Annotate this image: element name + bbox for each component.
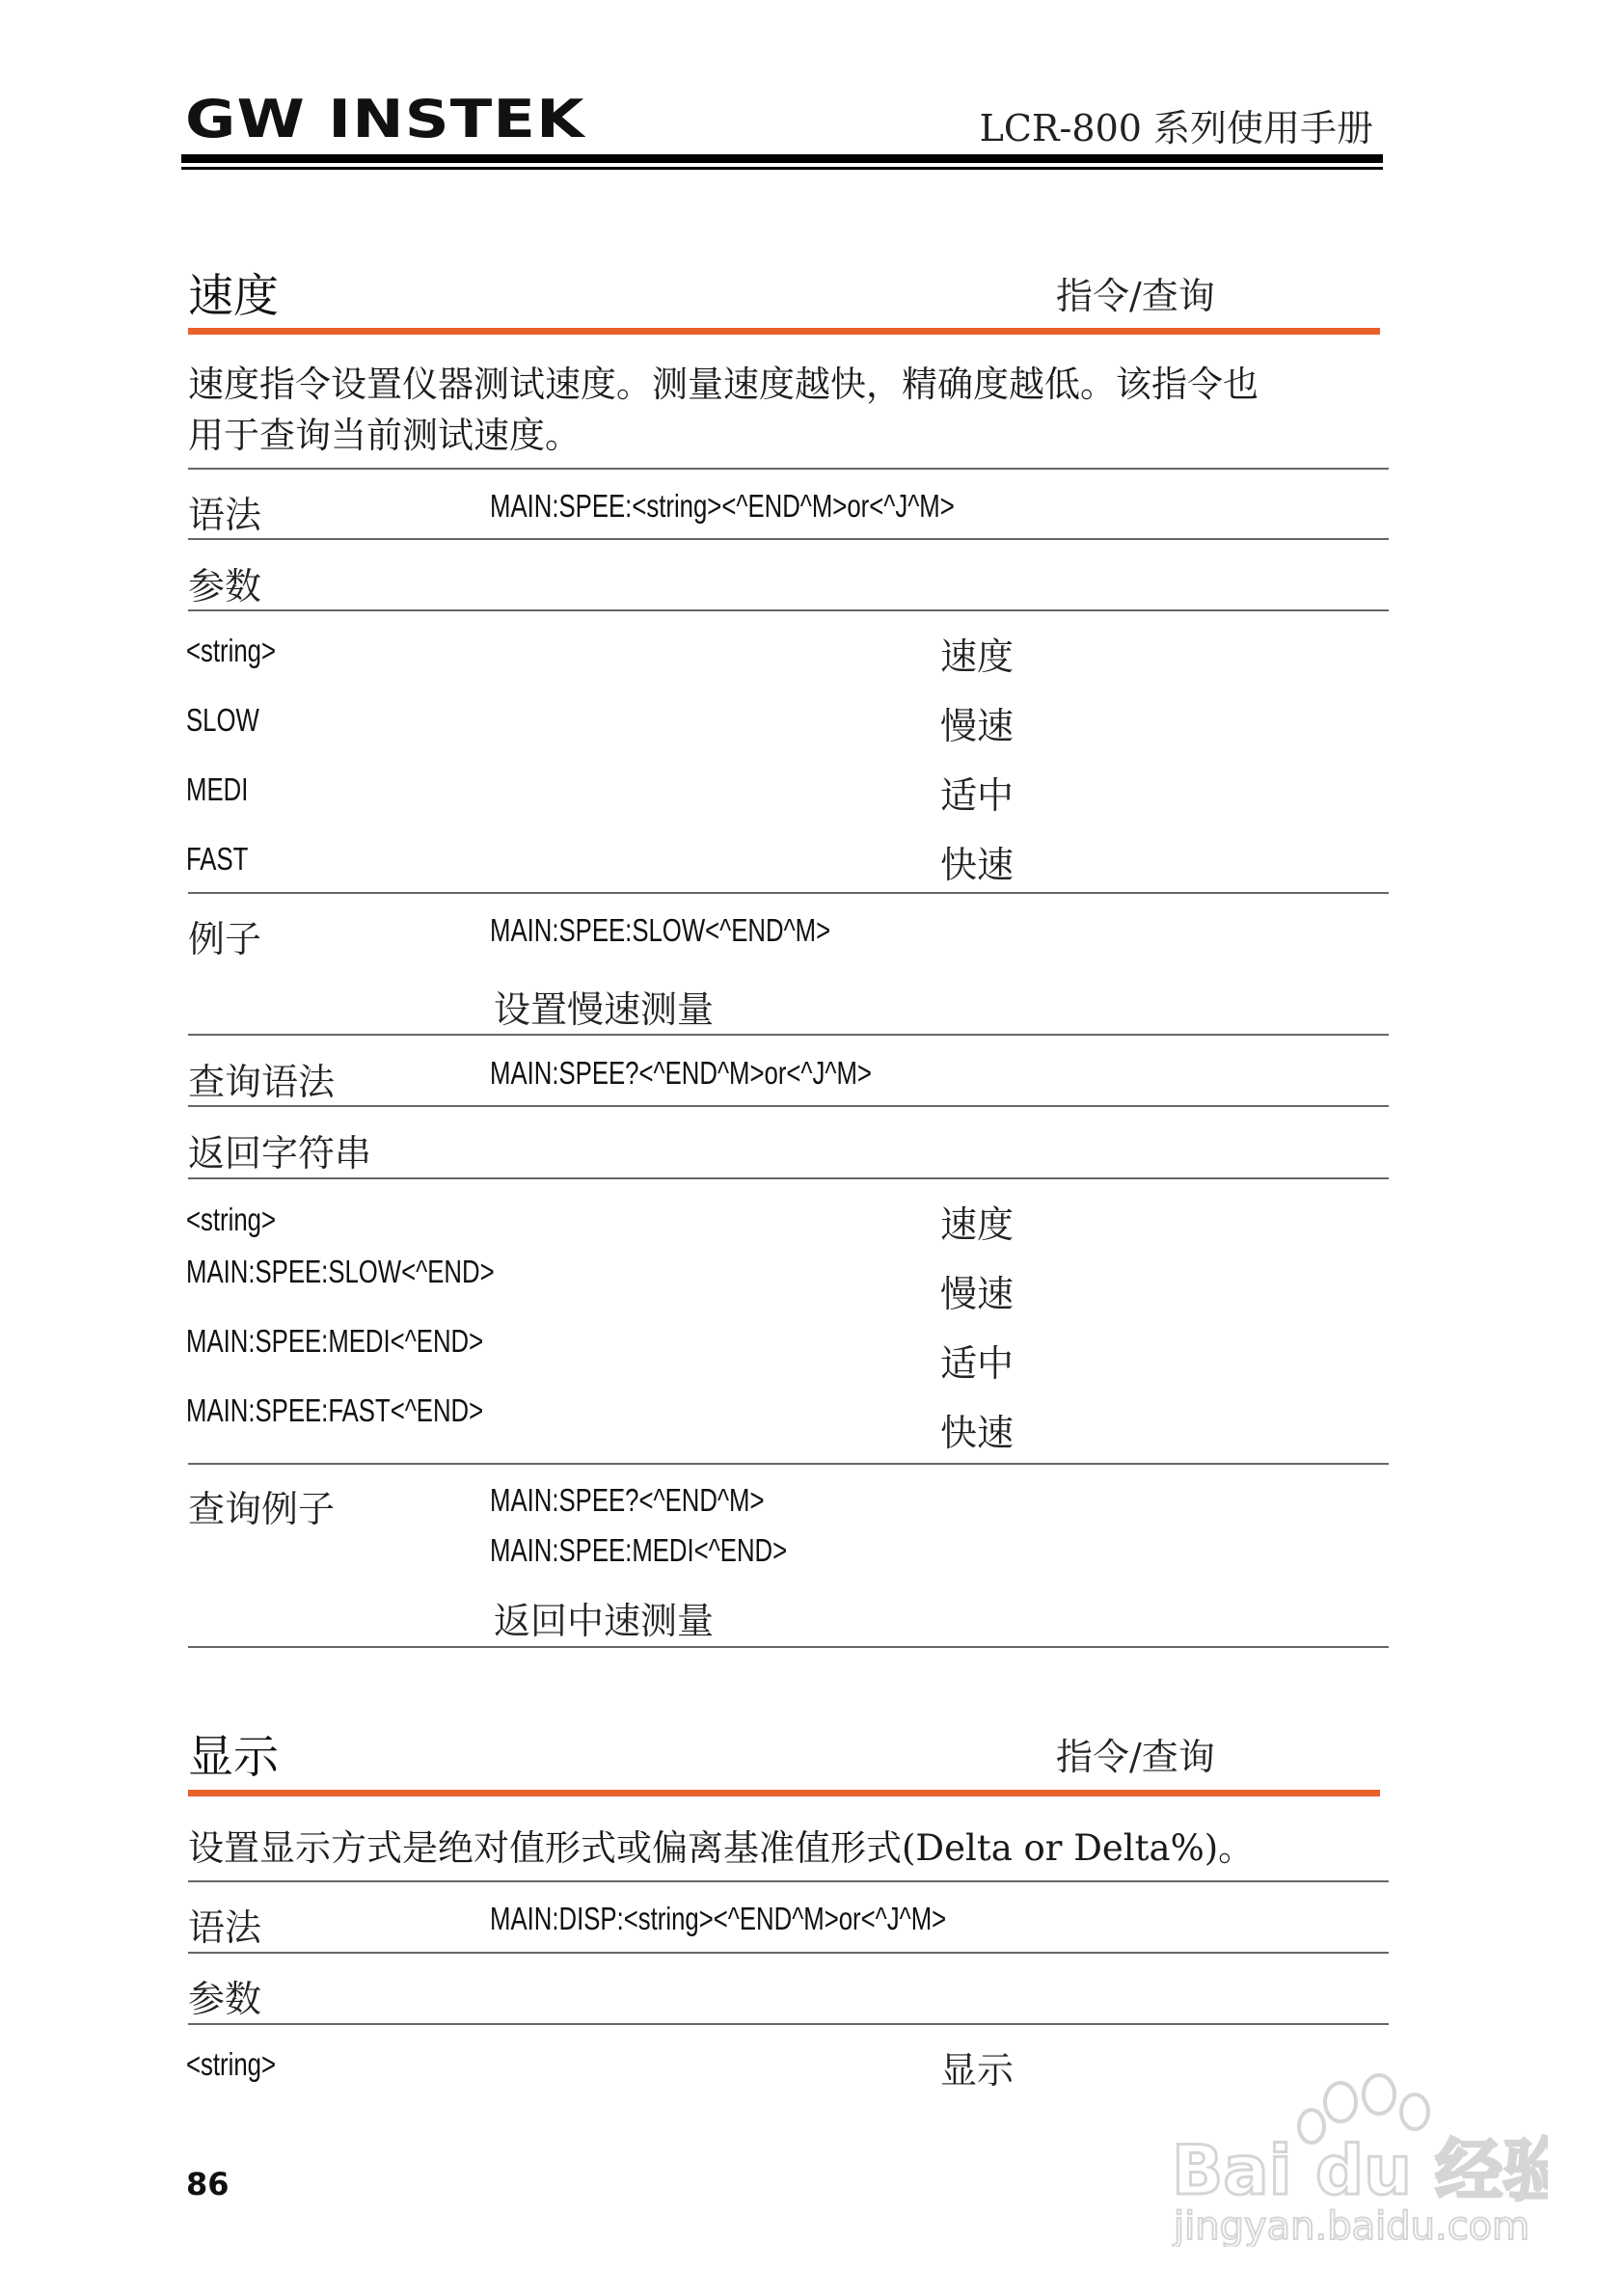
- speed-query-example-command-2: MAIN:SPEE:MEDI<^END>: [490, 1532, 788, 1568]
- speed-section-title: 速度: [188, 270, 279, 323]
- speed-param-header-code: <string>: [186, 633, 277, 668]
- speed-param-code: MEDI: [186, 771, 249, 807]
- page-number: 86: [186, 2166, 230, 2202]
- speed-param-code: FAST: [186, 841, 249, 877]
- speed-query-syntax: MAIN:SPEE?<^END^M>or<^J^M>: [490, 1055, 872, 1091]
- header-rule-thin: [181, 167, 1383, 170]
- speed-return-meaning: 慢速: [940, 1273, 1015, 1315]
- display-section-title: 显示: [188, 1731, 279, 1784]
- speed-param-meaning: 适中: [940, 774, 1015, 817]
- display-param-header-code: <string>: [186, 2046, 277, 2082]
- speed-return-code: MAIN:SPEE:MEDI<^END>: [186, 1323, 484, 1359]
- speed-section-kind: 指令/查询: [1056, 275, 1215, 317]
- speed-param-meaning: 慢速: [940, 705, 1015, 747]
- divider: [188, 1177, 1389, 1179]
- speed-return-code: MAIN:SPEE:SLOW<^END>: [186, 1254, 495, 1289]
- speed-query-example-command-1: MAIN:SPEE?<^END^M>: [490, 1482, 765, 1518]
- speed-params-label: 参数: [188, 565, 262, 608]
- display-syntax: MAIN:DISP:<string><^END^M>or<^J^M>: [490, 1901, 947, 1936]
- watermark-brand: Bai du 经验: [1172, 2131, 1548, 2210]
- speed-description-line1: 速度指令设置仪器测试速度。测量速度越快，精确度越低。该指令也: [188, 364, 1259, 405]
- divider: [188, 1463, 1389, 1465]
- divider: [188, 609, 1389, 611]
- speed-return-label: 返回字符串: [188, 1132, 372, 1175]
- divider: [188, 1646, 1389, 1648]
- divider: [188, 2023, 1389, 2025]
- speed-syntax-label: 语法: [188, 494, 262, 536]
- display-param-header-meaning: 显示: [940, 2049, 1015, 2092]
- speed-syntax: MAIN:SPEE:<string><^END^M>or<^J^M>: [490, 488, 955, 524]
- display-orange-rule: [188, 1790, 1380, 1796]
- display-description: 设置显示方式是绝对值形式或偏离基准值形式(Delta or Delta%)。: [188, 1827, 1255, 1869]
- speed-return-code: MAIN:SPEE:FAST<^END>: [186, 1392, 484, 1428]
- watermark-url: jingyan.baidu.com: [1174, 2204, 1530, 2247]
- gw-instek-logo: GW INSTEK: [185, 89, 585, 149]
- speed-query-example-label: 查询例子: [188, 1488, 336, 1530]
- speed-orange-rule: [188, 328, 1380, 335]
- speed-param-meaning: 快速: [940, 844, 1015, 886]
- speed-param-code: SLOW: [186, 702, 259, 738]
- speed-return-meaning: 适中: [940, 1342, 1015, 1385]
- display-syntax-label: 语法: [188, 1906, 262, 1949]
- divider: [188, 538, 1389, 540]
- divider: [188, 1105, 1389, 1107]
- header-rule-thick: [181, 154, 1383, 163]
- speed-example-label: 例子: [188, 918, 262, 960]
- speed-query-example-note: 返回中速测量: [494, 1600, 715, 1642]
- divider: [188, 468, 1389, 470]
- speed-query-syntax-label: 查询语法: [188, 1061, 336, 1103]
- speed-description-line2: 用于查询当前测试速度。: [188, 415, 581, 456]
- divider: [188, 1034, 1389, 1036]
- manual-title: LCR-800 系列使用手册: [979, 107, 1373, 149]
- divider: [188, 1952, 1389, 1954]
- speed-return-meaning: 快速: [940, 1412, 1015, 1454]
- speed-param-header-meaning: 速度: [940, 635, 1015, 678]
- baidu-jingyan-watermark: [1162, 2073, 1548, 2247]
- speed-example-command: MAIN:SPEE:SLOW<^END^M>: [490, 912, 831, 948]
- speed-return-header-meaning: 速度: [940, 1203, 1015, 1246]
- baidu-paw-icon: [1162, 2073, 1548, 2247]
- display-params-label: 参数: [188, 1978, 262, 2020]
- display-section-kind: 指令/查询: [1056, 1736, 1215, 1778]
- divider: [188, 1880, 1389, 1882]
- speed-return-header-code: <string>: [186, 1202, 277, 1237]
- divider: [188, 892, 1389, 894]
- speed-example-note: 设置慢速测量: [494, 988, 715, 1031]
